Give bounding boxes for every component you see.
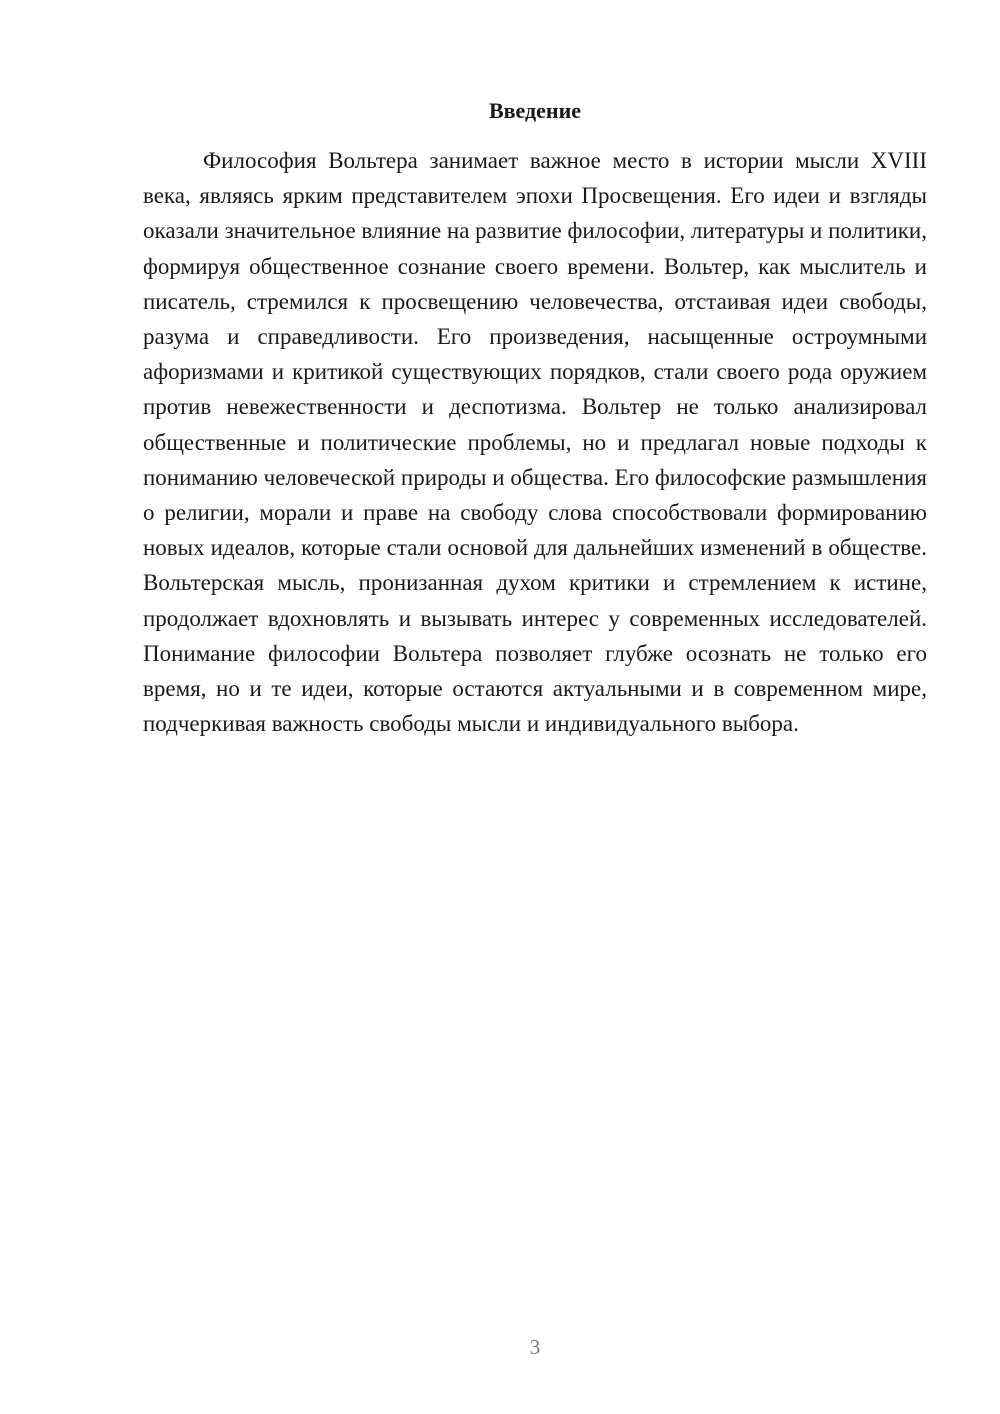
section-heading: Введение: [488, 98, 582, 123]
body-paragraph: Философия Вольтера занимает важное место в истории мысли XVIII века, являясь ярким представителем эпохи Просвещения. Его идеи и взгляды оказали значительное влияние на развитие философии, литературы и политики, формируя общественное сознание своего времени. Вольтер, как мыслитель и писатель, стремился к просвещению человечества, отстаивая идеи свободы, разума и справедливости. Его произведения, насыщенные остроумными афоризмами и критикой существующих порядков, стали своего рода оружием против невежественности и деспотизма. Вольтер не только анализировал общественные и политические проблемы, но и предлагал новые подходы к пониманию человеческой природы и общества. Его философские размышления о религии, морали и праве на свободу слова способствовали формированию новых идеалов, которые стали основой для дальнейших изменений в обществе. Вольтерская мысль, пронизанная духом критики и стремлением к истине, продолжает вдохновлять и вызывать интерес у современных исследователей. Понимание философии Вольтера позволяет глубже осознать не только его время, но и те идеи, которые остаются актуальными и в современном мире, подчеркивая важность свободы мысли и индивидуального выбора.: [143, 148, 927, 737]
page-number: 3: [529, 1335, 541, 1359]
